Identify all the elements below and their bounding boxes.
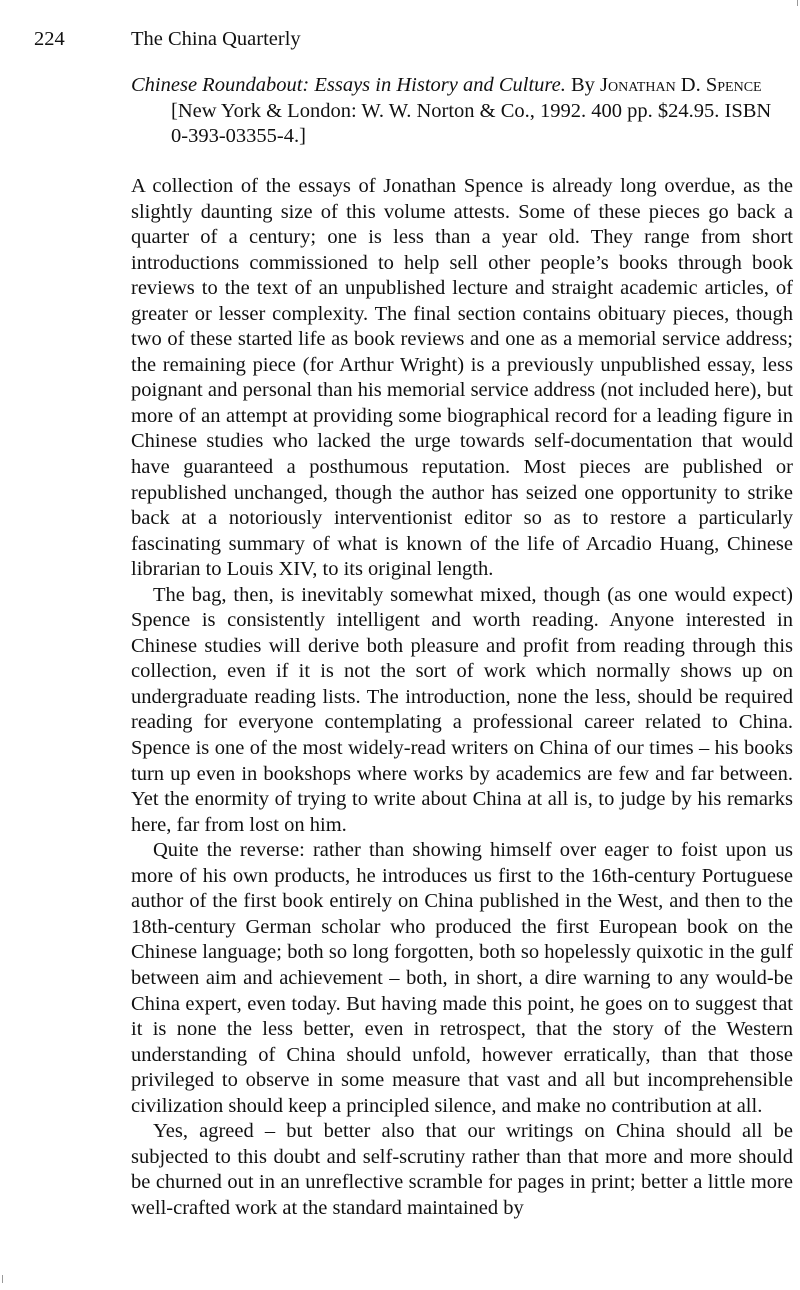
citation-by: By bbox=[570, 74, 595, 96]
author-first-name: Jonathan D. bbox=[600, 74, 701, 96]
margin-mark bbox=[2, 1275, 3, 1283]
page-edge-mark bbox=[797, 0, 798, 6]
page-number: 224 bbox=[34, 28, 65, 50]
journal-title: The China Quarterly bbox=[131, 28, 301, 50]
paragraph-1: A collection of the essays of Jonathan Spence is already long overdue, as the slightly daunting size of this volume attests. Some of these pieces go back a quarter of a century; one is less than a year old. They range from short introductions commissioned to help sell other people’s books through book reviews to the text of an unpublished lecture and straight academic articles, of greater or lesser complexity. The final section contains obituary pieces, though two of these started life as book reviews and one as a memorial service address; the remaining piece (for Arthur Wright) is a previously unpublished essay, less poignant and personal than his memorial service address (not included here), but more of an attempt at providing some biographical record for a leading figure in Chinese studies who lacked the urge towards self-documentation that would have guaranteed a posthumous reputation. Most pieces are published or republished unchanged, though the author has seized one opportunity to strike back at a notoriously interventionist editor so as to restore a particularly fascinating summary of what is known of the life of Arcadio Huang, Chinese librarian to Louis XIV, to its original length. bbox=[131, 175, 793, 581]
review-body bbox=[131, 174, 793, 1221]
book-citation bbox=[131, 73, 791, 150]
author-last-name: Spence bbox=[705, 74, 762, 96]
running-header bbox=[30, 26, 780, 52]
paragraph-4: Yes, agreed – but better also that our writings on China should all be subjected to this doubt and self-scrutiny rather than that more and more should be churned out in an unreflective scramble for pages in print; better a little more well-crafted work at the standard maintained by bbox=[131, 1120, 793, 1219]
book-title: Chinese Roundabout: Essays in History and Culture. bbox=[131, 74, 566, 96]
paragraph-3: Quite the reverse: rather than showing himself over eager to foist upon us more of his own products, he introduces us first to the 16th-century Portuguese author of the first book entirely on China published in the West, and then to the 18th-century German scholar who produced the first European book on the Chinese language; both so long forgotten, both so hopelessly quixotic in the gulf between aim and achievement – both, in short, a dire warning to any would-be China expert, even today. But having made this point, he goes on to suggest that it is none the less better, even in retrospect, that the story of the Western understanding of China should unfold, however erratically, than that those privileged to observe in some measure that vast and all but incomprehensible civilization should keep a principled silence, and make no contribution at all. bbox=[131, 839, 793, 1117]
paragraph-2: The bag, then, is inevitably somewhat mixed, though (as one would expect) Spence is consistently intelligent and worth reading. Anyone interested in Chinese studies will derive both pleasure and profit from reading through this collection, even if it is not the sort of work which normally shows up on undergraduate reading lists. The introduction, none the less, should be required reading for everyone contemplating a professional career related to China. Spence is one of the most widely-read writers on China of our times – his books turn up even in bookshops where works by academics are few and far between. Yet the enormity of trying to write about China at all is, to judge by his remarks here, far from lost on him. bbox=[131, 583, 793, 836]
publication-details: [New York & London: W. W. Norton & Co., 1992. 400 pp. $24.95. ISBN 0-393-03355-4.] bbox=[171, 99, 772, 147]
